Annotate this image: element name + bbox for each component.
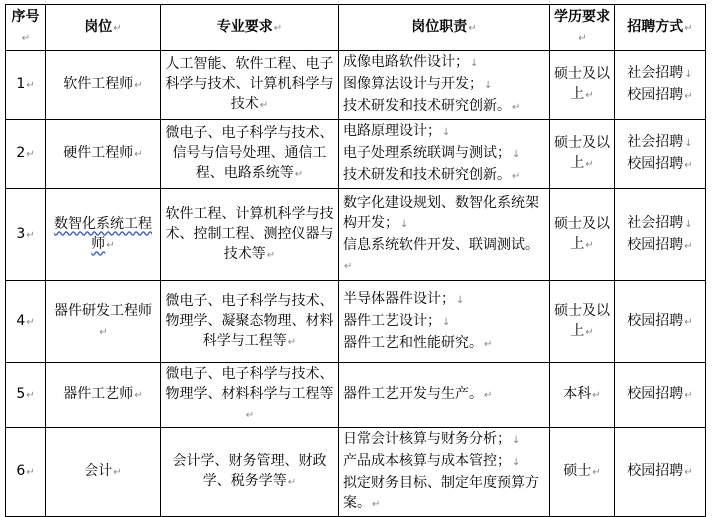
- cell-position: 器件研发工程师↵: [46, 281, 161, 363]
- cell-education: 硕士及以上↵: [550, 51, 615, 120]
- cell-method: 社会招聘↓ 校园招聘↵: [615, 189, 706, 281]
- header-no: 序号↵: [6, 5, 46, 51]
- cell-method: 校园招聘↵: [615, 363, 706, 428]
- cell-no: 3↵: [6, 189, 46, 281]
- cell-major: 微电子、电子科学与技术、物理学、材料科学与工程等↵: [161, 363, 339, 428]
- cell-method: 校园招聘↵: [615, 428, 706, 517]
- cell-duties: 半导体器件设计；↓ 器件工艺设计；↓ 器件工艺和性能研究。↵: [339, 281, 550, 363]
- table-row: [6, 51, 706, 120]
- table-row: [6, 189, 706, 281]
- cell-method: 社会招聘↓ 校园招聘↵: [615, 120, 706, 189]
- cell-duties: 成像电路软件设计；↓ 图像算法设计与开发；↓ 技术研发和技术研究创新。↵: [339, 51, 550, 120]
- header-row: [6, 5, 706, 51]
- cell-position: 软件工程师↵: [46, 51, 161, 120]
- cell-position: 硬件工程师↵: [46, 120, 161, 189]
- cell-education: 硕士及以上↵: [550, 281, 615, 363]
- cell-education: 硕士及以上↵: [550, 189, 615, 281]
- cell-education: 硕士及以上↵: [550, 120, 615, 189]
- recruitment-table: [5, 4, 706, 517]
- header-method: 招聘方式↵: [615, 5, 706, 51]
- table-row: [6, 120, 706, 189]
- cell-method: 社会招聘↓ 校园招聘↵: [615, 51, 706, 120]
- cell-no: 4↵: [6, 281, 46, 363]
- header-major: 专业要求↵: [161, 5, 339, 51]
- header-education: 学历要求↵: [550, 5, 615, 51]
- cell-position: 器件工艺师↵: [46, 363, 161, 428]
- table-row: [6, 281, 706, 363]
- cell-major: 会计学、财务管理、财政学、税务学等↵: [161, 428, 339, 517]
- cell-no: 1↵: [6, 51, 46, 120]
- cell-duties: 日常会计核算与财务分析；↓ 产品成本核算与成本管控；↓ 拟定财务目标、制定年度预算方案。↵: [339, 428, 550, 517]
- header-position: 岗位↵: [46, 5, 161, 51]
- cell-major: 软件工程、计算机科学与技术、控制工程、测控仪器与技术等↵: [161, 189, 339, 281]
- table-row: [6, 363, 706, 428]
- cell-education: 硕士↵: [550, 428, 615, 517]
- cell-no: 5↵: [6, 363, 46, 428]
- cell-no: 6↵: [6, 428, 46, 517]
- table-row: [6, 428, 706, 517]
- cell-major: 人工智能、软件工程、电子科学与技术、计算机科学与技术↵: [161, 51, 339, 120]
- cell-no: 2↵: [6, 120, 46, 189]
- cell-major: 微电子、电子科学与技术、物理学、凝聚态物理、材料科学与工程等↵: [161, 281, 339, 363]
- cell-duties: 数字化建设规划、数智化系统架构开发；↓ 信息系统软件开发、联调测试。↵: [339, 189, 550, 281]
- cell-education: 本科↵: [550, 363, 615, 428]
- cell-position: 会计↵: [46, 428, 161, 517]
- cell-duties: 电路原理设计；↓ 电子处理系统联调与测试；↓ 技术研发和技术研究创新。↵: [339, 120, 550, 189]
- header-duties: 岗位职责↵: [339, 5, 550, 51]
- cell-duties: 器件工艺开发与生产。↵: [339, 363, 550, 428]
- cell-major: 微电子、电子科学与技术、信号与信号处理、通信工程、电路系统等↵: [161, 120, 339, 189]
- cell-method: 校园招聘↵: [615, 281, 706, 363]
- cell-position: 数智化系统工程师↵: [46, 189, 161, 281]
